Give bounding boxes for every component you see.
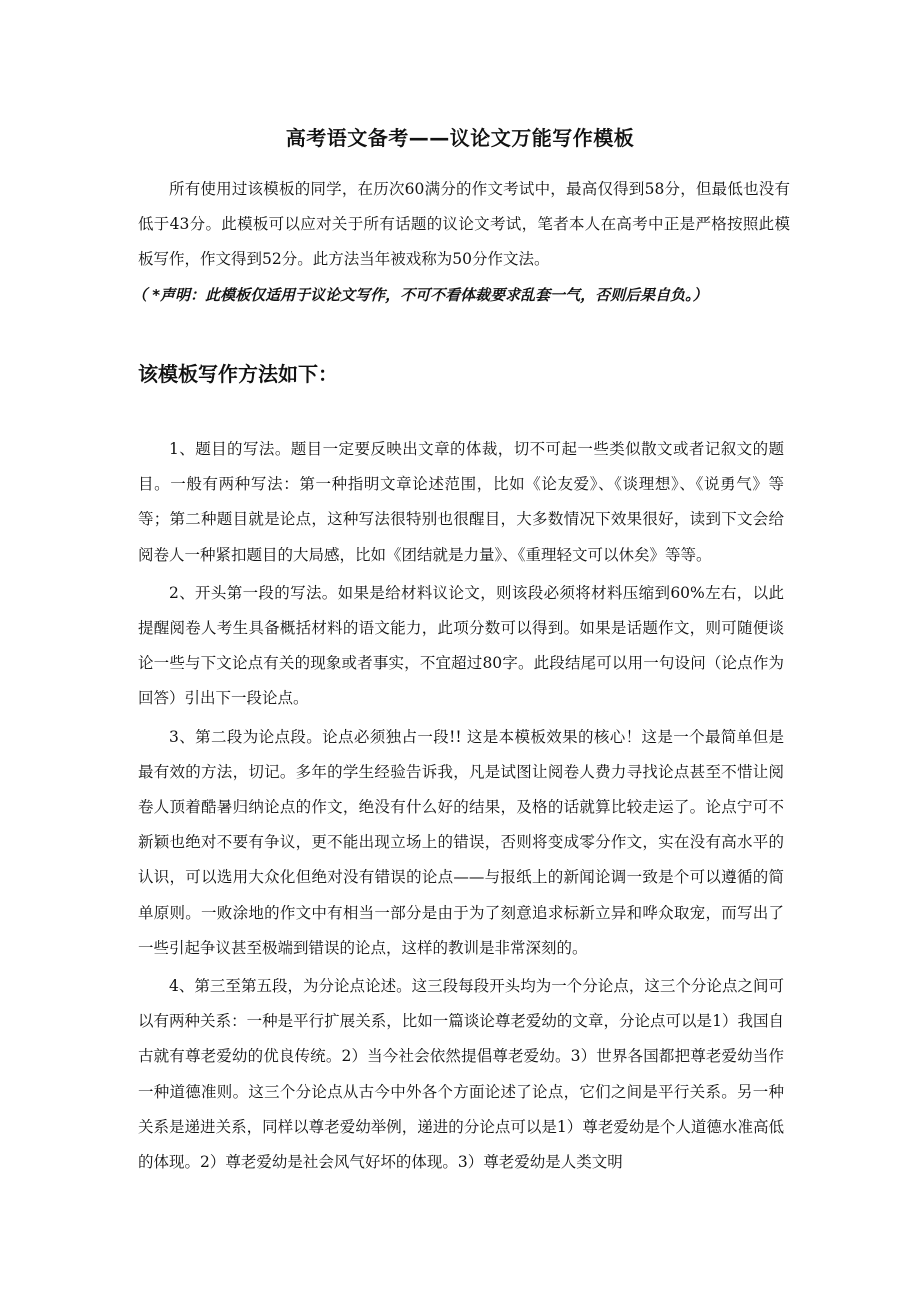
section-heading: 该模板写作方法如下： bbox=[138, 362, 338, 386]
intro-paragraph: 所有使用过该模板的同学，在历次60满分的作文考试中，最高仅得到58分，但最低也没有低于43分。此模板可以应对关于所有话题的议论文考试，笔者本人在高考中正是严格按照此模板写作，作文得到52分。此方法当年被戏称为50分作文法。 bbox=[138, 180, 790, 268]
disclaimer-notice: （ *声明：此模板仅适用于议论文写作，不可不看体裁要求乱套一气，否则后果自负。） bbox=[132, 286, 708, 304]
section-body bbox=[138, 432, 784, 1183]
document-title: 高考语文备考——议论文万能写作模板 bbox=[285, 126, 635, 150]
paragraph-thesis: 3、第二段为论点段。论点必须独占一段!! 这是本模板效果的核心！这是一个最简单但是最有效的方法，切记。多年的学生经验告诉我，凡是试图让阅卷人费力寻找论点甚至不惜让阅卷人顶着酷暑归纳论点的作文，绝没有什么好的结果，及格的话就算比较走运了。论点宁可不新颖也绝对不要有争议，更不能出现立场上的错误，否则将变成零分作文，实在没有高水平的认识，可以选用大众化但绝对没有错误的论点——与报纸上的新闻论调一致是个可以遵循的简单原则。一败涂地的作文中有相当一部分是由于为了刻意追求标新立异和哗众取宠，而写出了一些引起争议甚至极端到错误的论点，这样的教训是非常深刻的。 bbox=[138, 727, 784, 957]
paragraph-opening: 2、开头第一段的写法。如果是给材料议论文，则该段必须将材料压缩到60%左右，以此提醒阅卷人考生具备概括材料的语文能力，此项分数可以得到。如果是话题作文，则可随便谈论一些与下文论点有关的现象或者事实，不宜超过80字。此段结尾可以用一句设问（论点作为回答）引出下一段论点。 bbox=[138, 583, 784, 708]
paragraph-title-method: 1、题目的写法。题目一定要反映出文章的体裁，切不可起一些类似散文或者记叙文的题目。一般有两种写法：第一种指明文章论述范围，比如《论友爱》、《谈理想》、《说勇气》等等；第二种题目就是论点，这种写法很特别也很醒目，大多数情况下效果很好，读到下文会给阅卷人一种紧扣题目的大局感，比如《团结就是力量》、《重理轻文可以休矣》等等。 bbox=[138, 440, 784, 564]
paragraph-sub-arguments: 4、第三至第五段，为分论点论述。这三段每段开头均为一个分论点，这三个分论点之间可以有两种关系：一种是平行扩展关系，比如一篇谈论尊老爱幼的文章，分论点可以是1）我国自古就有尊老爱幼的优良传统。2）当今社会依然提倡尊老爱幼。3）世界各国都把尊老爱幼当作一种道德准则。这三个分论点从古今中外各个方面论述了论点，它们之间是平行关系。另一种关系是递进关系，同样以尊老爱幼举例，递进的分论点可以是1）尊老爱幼是个人道德水准高低的体现。2）尊老爱幼是社会风气好坏的体现。3）尊老爱幼是人类文明 bbox=[138, 977, 784, 1172]
